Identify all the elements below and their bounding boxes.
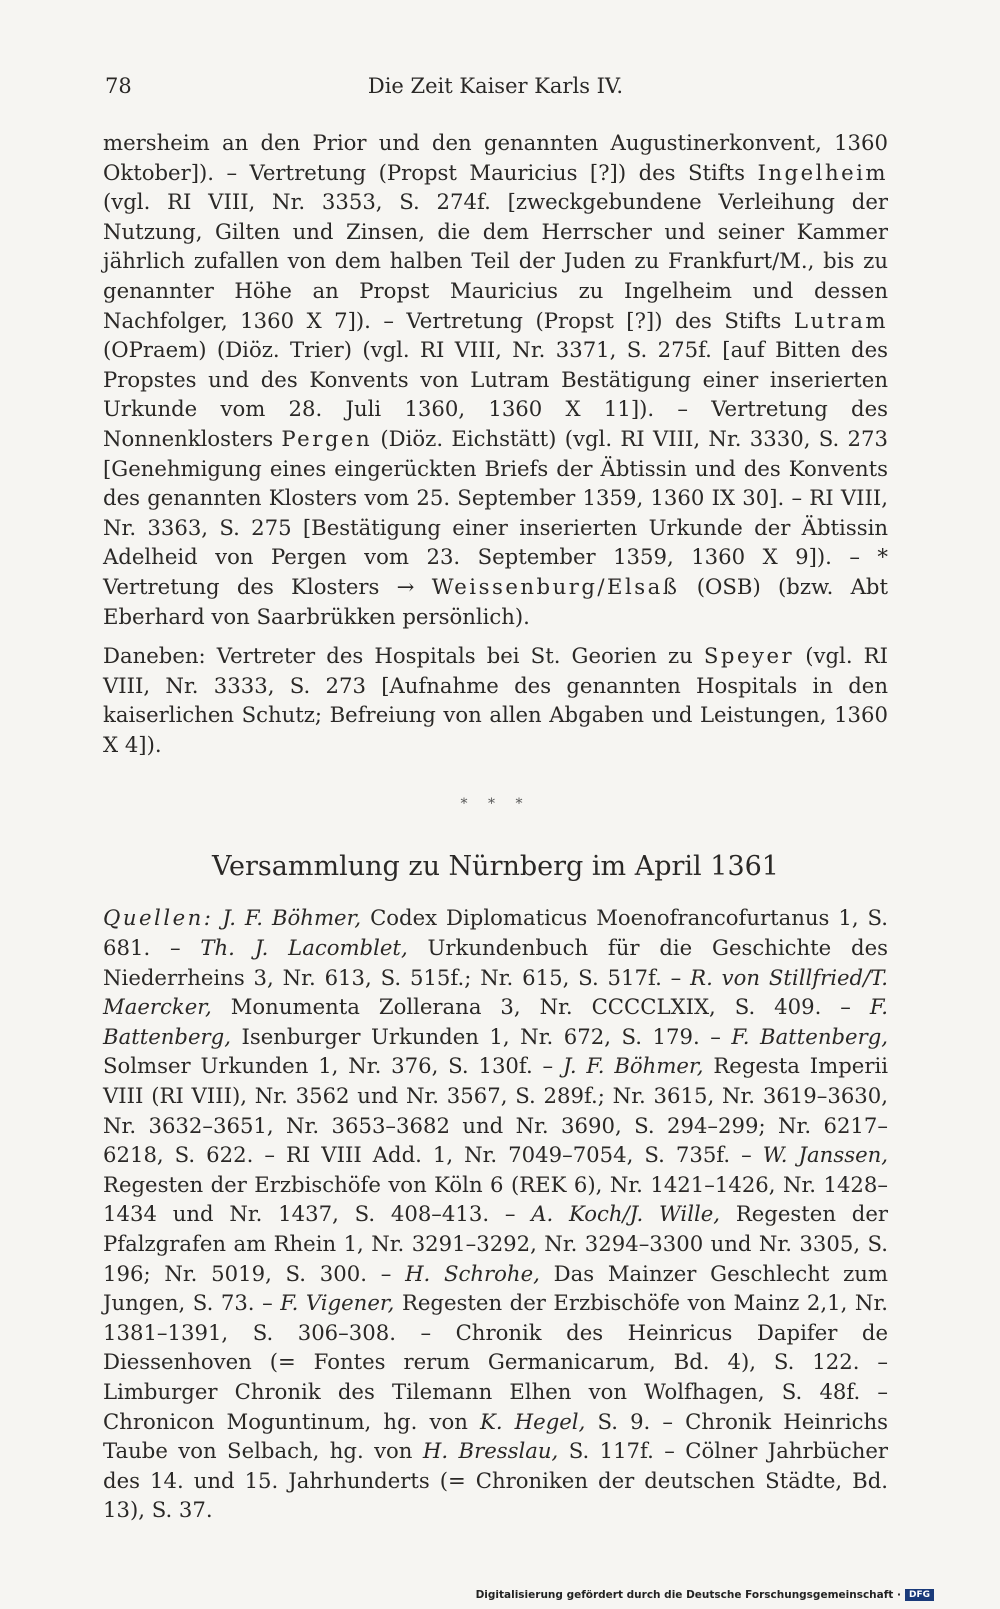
text-run: Regesten der Pfalzgrafen am Rhein 1, Nr. 3291–3292, Nr. 3294–3300 und Nr. 3305, S. 196; Nr. 5019, S. 300. –: [103, 1201, 888, 1286]
author-name: H. Bresslau,: [422, 1438, 559, 1464]
running-title: Die Zeit Kaiser Karls IV.: [367, 74, 624, 98]
digitization-footer: [476, 1589, 934, 1601]
text-run: S. 117f. – Cölner Jahrbücher des 14. und 15. Jahrhunderts (= Chroniken der deutschen Städte, Bd. 13), S. 37.: [103, 1438, 889, 1523]
text-run: Daneben: Vertreter des Hospitals bei St. Georien zu: [103, 643, 704, 669]
section-separator: * * *: [460, 796, 531, 813]
place-name-ingelheim: Ingelheim: [757, 159, 888, 185]
text-run: Regesten der Erzbischöfe von Köln 6 (REK 6), Nr. 1421–1426, Nr. 1428–1434 und Nr. 1437, S. 408–413. –: [103, 1171, 888, 1227]
text-run: S. 9. – Chronik Heinrichs Taube von Selbach, hg. von: [103, 1408, 888, 1464]
place-name-speyer: Speyer: [703, 643, 795, 669]
author-name: F. Vigener,: [280, 1290, 395, 1316]
author-name: J. F. Böhmer,: [222, 905, 362, 931]
text-run: Urkundenbuch für die Geschichte des Niederrheins 3, Nr. 613, S. 515f.; Nr. 615, S. 517f. –: [103, 935, 889, 990]
author-name: K. Hegel,: [479, 1408, 586, 1434]
dfg-logo: DFG: [905, 1589, 934, 1601]
author-name: W. Janssen,: [762, 1142, 888, 1168]
paragraph-2: [103, 641, 888, 759]
sources-label: Quellen:: [103, 905, 214, 931]
footer-text: Digitalisierung gefördert durch die Deutsche Forschungsgemeinschaft ·: [475, 1589, 901, 1601]
text-run: (OPraem) (Diöz. Trier) (vgl. RI VIII, Nr. 3371, S. 275f. [auf Bitten des Propstes und des Konvents von Lutram Bestätigung einer inserierten Urkunde vom 28. Juli 1360, 1360 X 11]). – Vertretung des Nonnenklosters: [103, 337, 888, 451]
text-run: Regesta Imperii VIII (RI VIII), Nr. 3562 und Nr. 3567, S. 289f.; Nr. 3615, Nr. 3619–3630, Nr. 3632–3651, Nr. 3653–3682 und Nr. 3690, S. 294–299; Nr. 6217–6218, S. 622. – RI VIII Add. 1, Nr. 7049–7054, S. 735f. –: [103, 1053, 889, 1168]
author-name: R. von Stillfried/T. Maercker,: [103, 964, 889, 1020]
author-name: F. Battenberg,: [731, 1023, 889, 1049]
text-run: mersheim an den Prior und den genannten Augustinerkonvent, 1360 Oktober]). – Vertretung (Propst Mauricius [?]) des Stifts: [103, 130, 888, 185]
paragraph-1: [103, 128, 888, 631]
author-name: A. Koch/J. Wille,: [531, 1201, 721, 1227]
text-run: (vgl. RI VIII, Nr. 3353, S. 274f. [zweckgebundene Verleihung der Nutzung, Gilten und Zinsen, die dem Herrscher und seiner Kammer jährlich zufallen von dem halben Teil der Juden zu Frankfurt/M., bis zu genannter Höhe an Propst Mauricius zu Ingelheim und dessen Nachfolger, 1360 X 7]). – Vertretung (Propst [?]) des Stifts: [103, 189, 888, 333]
text-run: Monumenta Zollerana 3, Nr. CCCCLXIX, S. 409. –: [211, 994, 870, 1020]
place-name-pergen: Pergen: [281, 425, 373, 451]
text-run: Codex Diplomaticus Moenofrancofurtanus 1, S. 681. –: [103, 905, 888, 961]
page-number: 78: [105, 74, 132, 98]
place-name-weissenburg: Weissenburg/Elsaß: [431, 573, 680, 599]
author-name: H. Schrohe,: [405, 1260, 540, 1286]
page-body: [103, 128, 888, 1525]
place-name-lutram: Lutram: [793, 307, 888, 333]
text-run: (Diöz. Eichstätt) (vgl. RI VIII, Nr. 3330, S. 273 [Genehmigung eines eingerückten Briefs der Äbtissin und des Konvents des genannten Klosters vom 25. September 1359, 1360 IX 30]. – RI VIII, Nr. 3363, S. 275 [Bestätigung einer inserierten Urkunde der Äbtissin Adelheid von Pergen vom 23. September 1359, 1360 X 9]). – * Vertretung des Klosters →: [103, 425, 888, 599]
text-run: Solmser Urkunden 1, Nr. 376, S. 130f. –: [103, 1053, 563, 1079]
text-run: Das Mainzer Geschlecht zum Jungen, S. 73. –: [103, 1260, 889, 1316]
author-name: J. F. Böhmer,: [562, 1053, 704, 1079]
text-run: Regesten der Erzbischöfe von Mainz 2,1, Nr. 1381–1391, S. 306–308. – Chronik des Heinricus Dapifer de Diessenhoven (= Fontes rerum Germanicarum, Bd. 4), S. 122. – Limburger Chronik des Tilemann Elhen von Wolfhagen, S. 48f. – Chronicon Moguntinum, hg. von: [103, 1290, 888, 1434]
author-name: Th. J. Lacomblet,: [200, 935, 408, 961]
text-run: (OSB) (bzw. Abt Eberhard von Saarbrükken persönlich).: [103, 573, 889, 629]
sources-paragraph: [103, 903, 888, 1524]
text-run: Isenburger Urkunden 1, Nr. 672, S. 179. –: [230, 1023, 732, 1049]
section-heading: Versammlung zu Nürnberg im April 1361: [212, 851, 779, 883]
author-name: F. Battenberg,: [103, 994, 888, 1049]
page-header: [103, 74, 888, 108]
text-run: (vgl. RI VIII, Nr. 3333, S. 273 [Aufnahme des genannten Hospitals in den kaiserlichen Schutz; Befreiung von allen Abgaben und Leistungen, 1360 X 4]).: [103, 643, 888, 757]
